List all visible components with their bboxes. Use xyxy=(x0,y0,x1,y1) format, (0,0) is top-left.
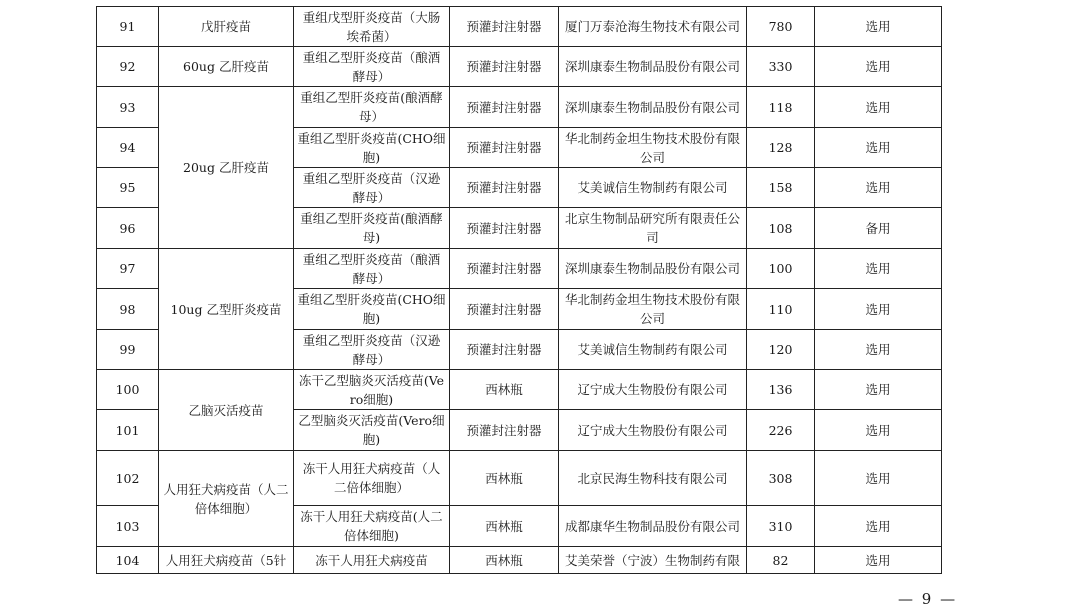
price: 308 xyxy=(747,451,815,506)
package-form: 预灌封注射器 xyxy=(450,249,559,289)
selection-status: 选用 xyxy=(815,547,942,574)
package-form: 预灌封注射器 xyxy=(450,289,559,330)
table-row xyxy=(97,249,942,289)
product-name: 重组乙型肝炎疫苗（汉逊酵母） xyxy=(294,330,450,370)
package-form: 预灌封注射器 xyxy=(450,7,559,47)
product-name: 冻干人用狂犬病疫苗（人二倍体细胞） xyxy=(294,451,450,506)
table-row xyxy=(97,7,942,47)
selection-status: 选用 xyxy=(815,410,942,451)
price: 120 xyxy=(747,330,815,370)
product-name: 重组乙型肝炎疫苗(酿酒酵母） xyxy=(294,87,450,128)
package-form: 预灌封注射器 xyxy=(450,47,559,87)
price: 330 xyxy=(747,47,815,87)
package-form: 西林瓶 xyxy=(450,506,559,547)
table-row xyxy=(97,47,942,87)
row-number: 95 xyxy=(97,168,159,208)
package-form: 预灌封注射器 xyxy=(450,168,559,208)
price: 158 xyxy=(747,168,815,208)
product-name: 重组乙型肝炎疫苗(CHO细胞) xyxy=(294,128,450,168)
price: 128 xyxy=(747,128,815,168)
price: 226 xyxy=(747,410,815,451)
selection-status: 选用 xyxy=(815,451,942,506)
manufacturer: 深圳康泰生物制品股份有限公司 xyxy=(559,47,747,87)
row-number: 98 xyxy=(97,289,159,330)
table-row xyxy=(97,451,942,506)
table-row xyxy=(97,370,942,410)
package-form: 西林瓶 xyxy=(450,370,559,410)
price: 110 xyxy=(747,289,815,330)
vaccine-category: 人用狂犬病疫苗（人二倍体细胞） xyxy=(159,451,294,547)
selection-status: 备用 xyxy=(815,208,942,249)
manufacturer: 辽宁成大生物股份有限公司 xyxy=(559,370,747,410)
product-name: 冻干人用狂犬病疫苗 xyxy=(294,547,450,574)
selection-status: 选用 xyxy=(815,370,942,410)
selection-status: 选用 xyxy=(815,249,942,289)
selection-status: 选用 xyxy=(815,168,942,208)
row-number: 102 xyxy=(97,451,159,506)
row-number: 103 xyxy=(97,506,159,547)
manufacturer: 辽宁成大生物股份有限公司 xyxy=(559,410,747,451)
selection-status: 选用 xyxy=(815,87,942,128)
vaccine-category: 乙脑灭活疫苗 xyxy=(159,370,294,451)
manufacturer: 北京生物制品研究所有限责任公司 xyxy=(559,208,747,249)
row-number: 96 xyxy=(97,208,159,249)
product-name: 重组戊型肝炎疫苗（大肠埃希菌） xyxy=(294,7,450,47)
table-row xyxy=(97,87,942,128)
vaccine-category: 20ug 乙肝疫苗 xyxy=(159,87,294,249)
price: 108 xyxy=(747,208,815,249)
product-name: 重组乙型肝炎疫苗(CHO细胞) xyxy=(294,289,450,330)
vaccine-price-table xyxy=(96,6,942,574)
product-name: 冻干乙型脑炎灭活疫苗(Vero细胞) xyxy=(294,370,450,410)
price: 100 xyxy=(747,249,815,289)
package-form: 预灌封注射器 xyxy=(450,330,559,370)
product-name: 重组乙型肝炎疫苗（酿酒酵母） xyxy=(294,47,450,87)
manufacturer: 北京民海生物科技有限公司 xyxy=(559,451,747,506)
package-form: 预灌封注射器 xyxy=(450,87,559,128)
row-number: 91 xyxy=(97,7,159,47)
row-number: 92 xyxy=(97,47,159,87)
product-name: 重组乙型肝炎疫苗(酿酒酵母) xyxy=(294,208,450,249)
manufacturer: 华北制药金坦生物技术股份有限公司 xyxy=(559,128,747,168)
selection-status: 选用 xyxy=(815,7,942,47)
product-name: 重组乙型肝炎疫苗（汉逊酵母） xyxy=(294,168,450,208)
row-number: 97 xyxy=(97,249,159,289)
selection-status: 选用 xyxy=(815,506,942,547)
table-row xyxy=(97,547,942,574)
vaccine-category: 戊肝疫苗 xyxy=(159,7,294,47)
price: 310 xyxy=(747,506,815,547)
row-number: 100 xyxy=(97,370,159,410)
vaccine-category: 60ug 乙肝疫苗 xyxy=(159,47,294,87)
selection-status: 选用 xyxy=(815,289,942,330)
vaccine-category: 10ug 乙型肝炎疫苗 xyxy=(159,249,294,370)
price: 136 xyxy=(747,370,815,410)
row-number: 104 xyxy=(97,547,159,574)
price: 780 xyxy=(747,7,815,47)
package-form: 预灌封注射器 xyxy=(450,208,559,249)
manufacturer: 艾美诚信生物制药有限公司 xyxy=(559,330,747,370)
package-form: 预灌封注射器 xyxy=(450,128,559,168)
page-number: — 9 — xyxy=(898,590,958,608)
row-number: 94 xyxy=(97,128,159,168)
manufacturer: 成都康华生物制品股份有限公司 xyxy=(559,506,747,547)
row-number: 101 xyxy=(97,410,159,451)
row-number: 99 xyxy=(97,330,159,370)
manufacturer: 艾美诚信生物制药有限公司 xyxy=(559,168,747,208)
row-number: 93 xyxy=(97,87,159,128)
product-name: 重组乙型肝炎疫苗（酿酒酵母） xyxy=(294,249,450,289)
manufacturer: 艾美荣誉（宁波）生物制药有限 xyxy=(559,547,747,574)
manufacturer: 深圳康泰生物制品股份有限公司 xyxy=(559,249,747,289)
manufacturer: 深圳康泰生物制品股份有限公司 xyxy=(559,87,747,128)
product-name: 冻干人用狂犬病疫苗(人二倍体细胞) xyxy=(294,506,450,547)
package-form: 西林瓶 xyxy=(450,451,559,506)
manufacturer: 华北制药金坦生物技术股份有限公司 xyxy=(559,289,747,330)
selection-status: 选用 xyxy=(815,128,942,168)
selection-status: 选用 xyxy=(815,330,942,370)
selection-status: 选用 xyxy=(815,47,942,87)
manufacturer: 厦门万泰沧海生物技术有限公司 xyxy=(559,7,747,47)
price: 118 xyxy=(747,87,815,128)
price: 82 xyxy=(747,547,815,574)
package-form: 西林瓶 xyxy=(450,547,559,574)
product-name: 乙型脑炎灭活疫苗(Vero细胞) xyxy=(294,410,450,451)
vaccine-category: 人用狂犬病疫苗（5针 xyxy=(159,547,294,574)
package-form: 预灌封注射器 xyxy=(450,410,559,451)
